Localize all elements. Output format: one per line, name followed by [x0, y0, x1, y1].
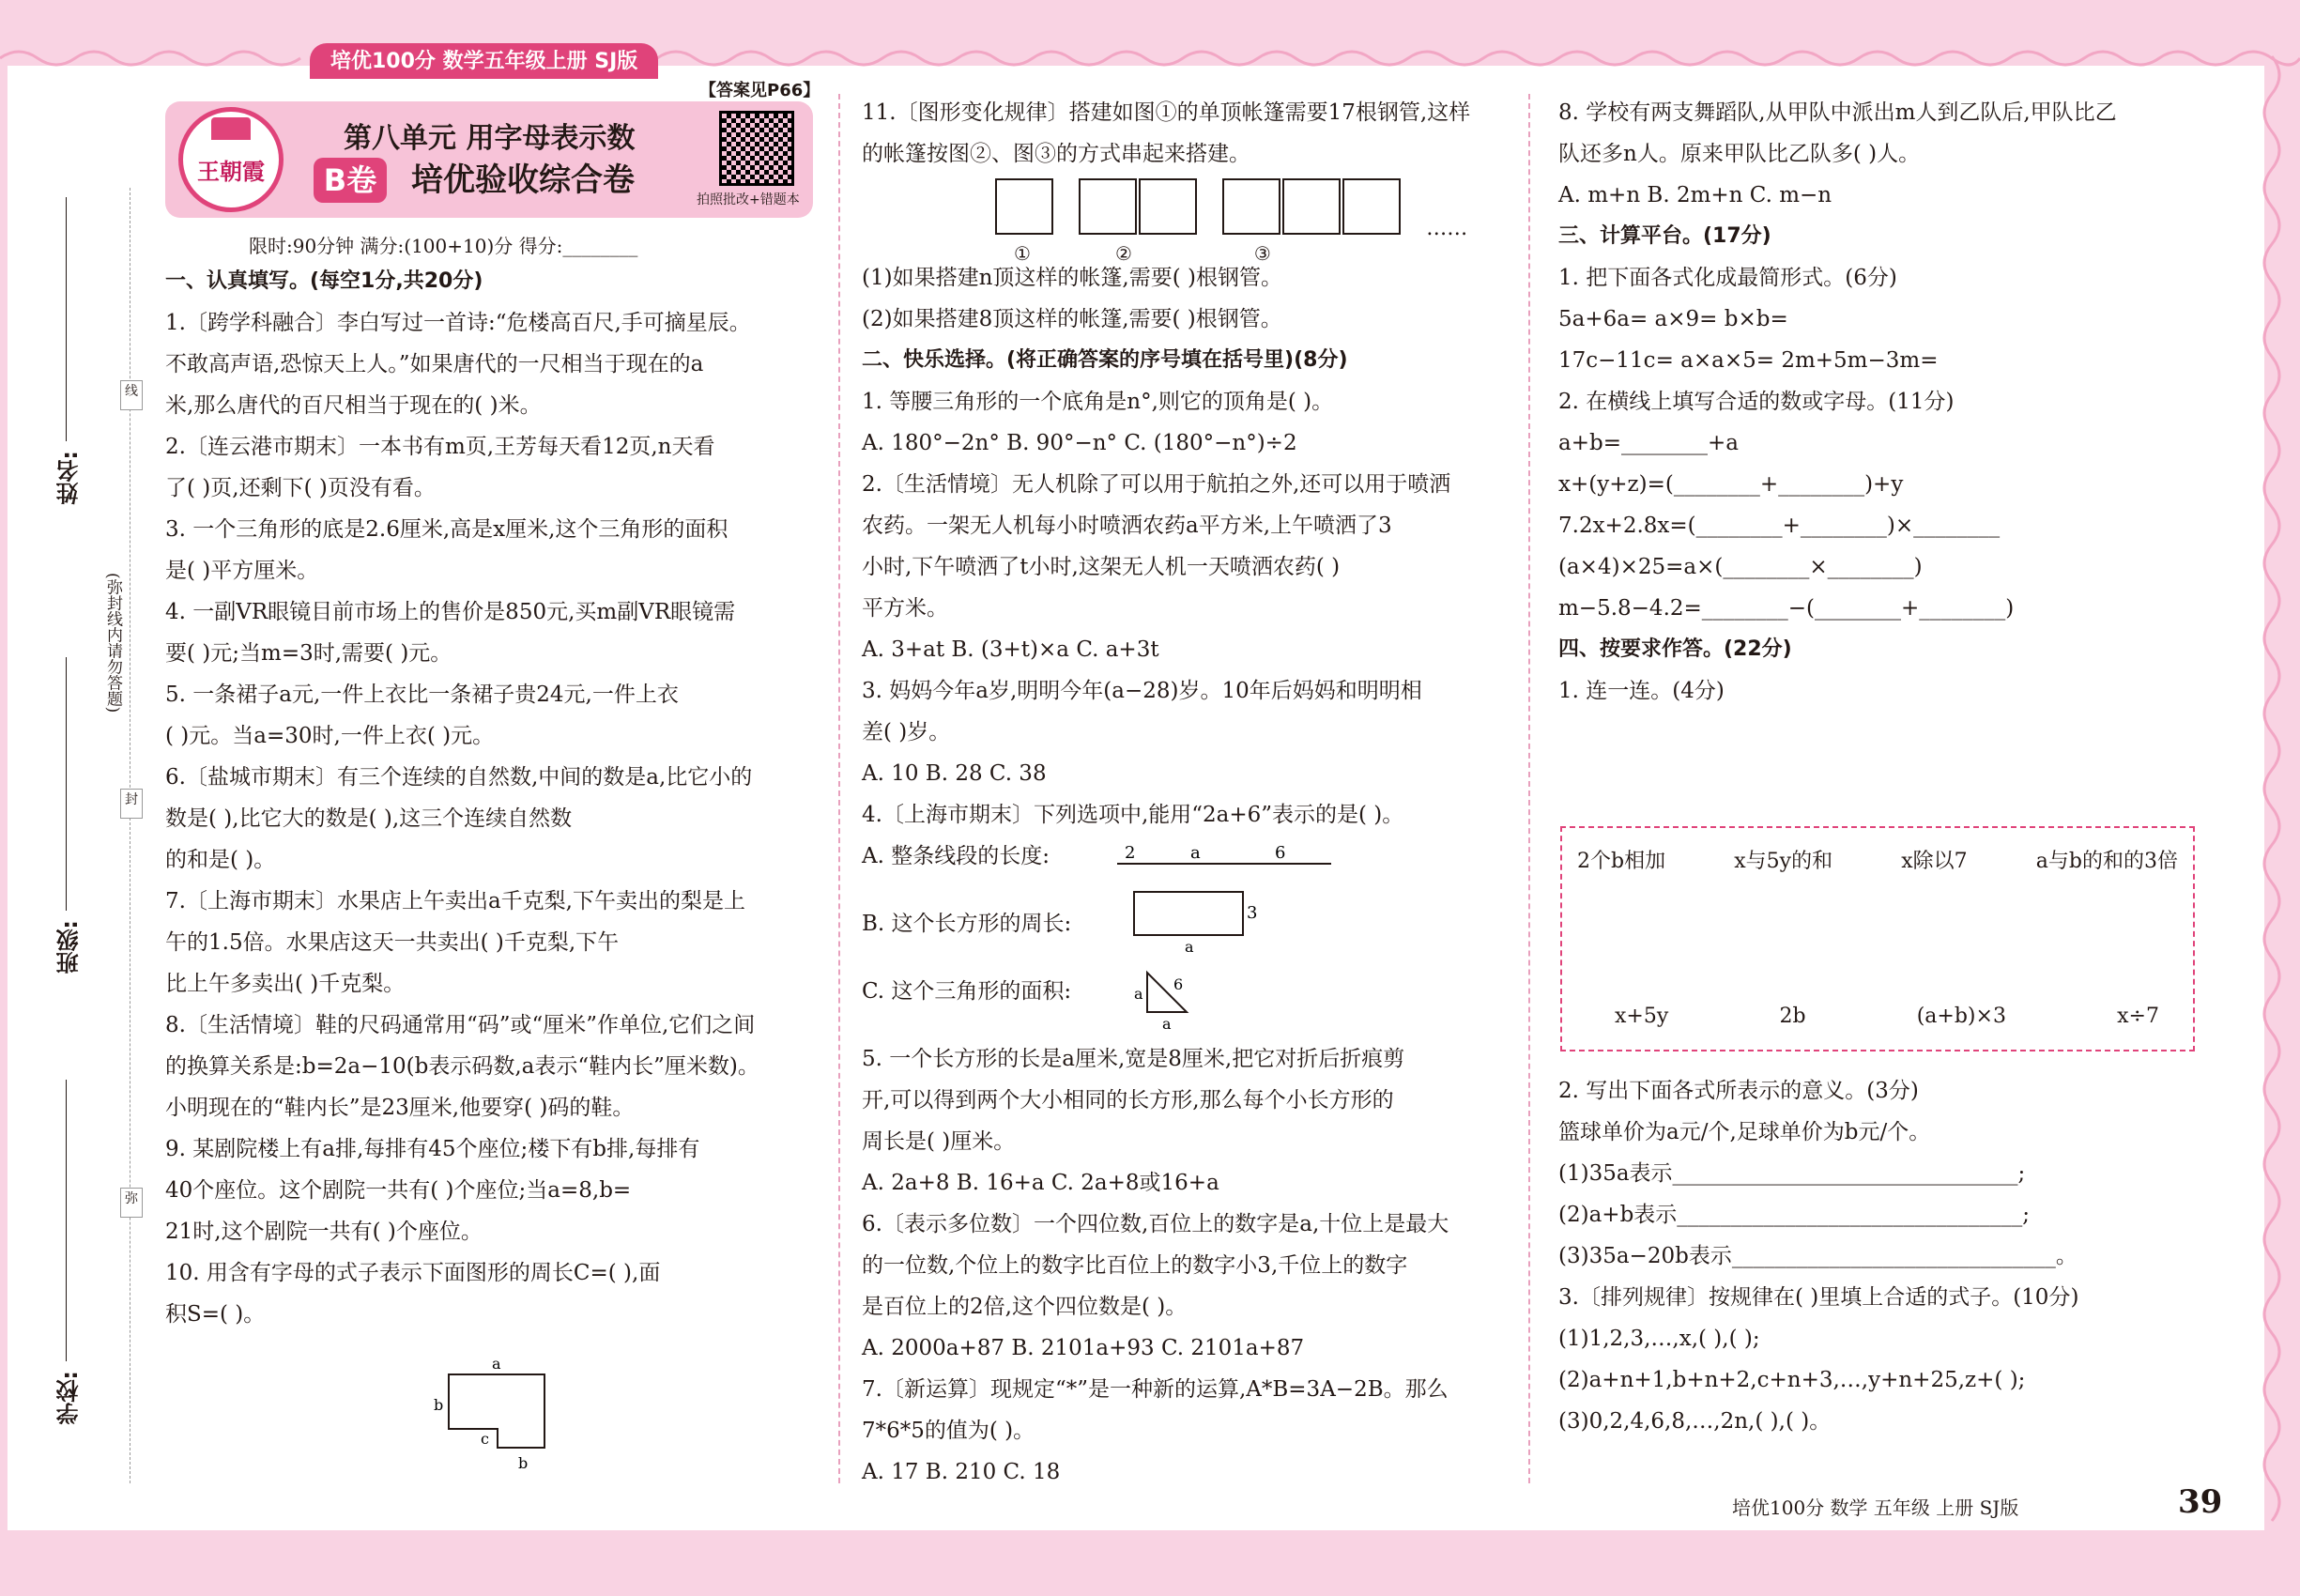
col3-line: x+(y+z)=(________+________)+y: [1558, 472, 1904, 497]
tent-3c-icon: [1342, 178, 1401, 235]
col3-line: 2. 在横线上填写合适的数或字母。(11分): [1558, 390, 1955, 414]
col3-line: 17c−11c= a×a×5= 2m+5m−3m=: [1558, 348, 1939, 373]
col2-line: 开,可以得到两个大小相同的长方形,那么每个小长方形的: [862, 1088, 1394, 1113]
class-label: 班级:: [56, 920, 83, 974]
match-top-3[interactable]: x除以7: [1901, 850, 1968, 873]
match-bottom-1[interactable]: x+5y: [1615, 1005, 1669, 1028]
shape-b-label: b: [434, 1396, 444, 1414]
col2-line: 7.〔新运算〕现规定“*”是一种新的运算,A*B=3A−2B。那么: [862, 1377, 1449, 1402]
col2-line: 11.〔图形变化规律〕搭建如图①的单顶帐篷需要17根钢管,这样: [862, 100, 1471, 125]
col1-line: 比上午多卖出( )千克梨。: [165, 972, 406, 996]
qr-code-icon[interactable]: [719, 111, 794, 186]
col2-line: 平方米。: [862, 596, 948, 621]
school-line: [66, 1080, 67, 1361]
col1-line: 4. 一副VR眼镜目前市场上的售价是850元,买m副VR眼镜需: [165, 600, 736, 624]
col1-line: 数是( ),比它大的数是( ),这三个连续自然数: [165, 806, 573, 831]
col3-line: a+b=________+a: [1558, 431, 1739, 455]
seg-label-2: a: [1190, 843, 1201, 863]
segment-figure: [1115, 843, 1341, 875]
col3b-line: 篮球单价为a元/个,足球单价为b元/个。: [1558, 1120, 1931, 1144]
col3b-line: (3)35a−20b表示______________________________。: [1558, 1244, 2078, 1268]
col2-line: 小时,下午喷洒了t小时,这架无人机一天喷洒农药( ): [862, 555, 1341, 579]
tent-label-2: ②: [1114, 242, 1132, 265]
col2-line: 1. 等腰三角形的一个底角是n°,则它的顶角是( )。: [862, 390, 1334, 414]
rectangle-figure: [1132, 890, 1258, 959]
matching-top-row: [1577, 845, 2178, 874]
col2-line: 周长是( )厘米。: [862, 1129, 1016, 1154]
tent-figures: [995, 178, 1467, 265]
col1-line: 8.〔生活情境〕鞋的尺码通常用“码”或“厘米”作单位,它们之间: [165, 1013, 756, 1037]
tri-bottom-label: a: [1162, 1015, 1172, 1033]
col3-line: 8. 学校有两支舞蹈队,从甲队中派出m人到乙队后,甲队比乙: [1558, 100, 2117, 125]
col3b-line: (2)a+n+1,b+n+2,c+n+3,…,y+n+25,z+( );: [1558, 1368, 2026, 1392]
col1-line: ( )元。当a=30时,一件上衣( )元。: [165, 724, 495, 748]
match-bottom-3[interactable]: (a+b)×3: [1916, 1005, 2006, 1028]
col2-line: 5. 一个长方形的长是a厘米,宽是8厘米,把它对折后折痕剪: [862, 1047, 1405, 1071]
name-label: 姓名:: [56, 451, 83, 505]
seal-mark-mi: 弥: [120, 1188, 143, 1218]
tent-ellipsis: ……: [1426, 217, 1468, 240]
match-top-4[interactable]: a与b的和的3倍: [2035, 850, 2178, 873]
right-wavy-border: [2244, 56, 2300, 1521]
col1-line: 7.〔上海市期末〕水果店上午卖出a千克梨,下午卖出的梨是上: [165, 889, 745, 913]
crown-icon: [211, 117, 251, 140]
col2-line: 3. 妈妈今年a岁,明明今年(a−28)岁。10年后妈妈和明明相: [862, 679, 1422, 703]
footer-info: 培优100分 数学 五年级 上册 SJ版: [1732, 1496, 2019, 1519]
col3-line: m−5.8−4.2=________−(________+________): [1558, 596, 2015, 621]
school-label: 学校:: [56, 1371, 83, 1425]
unit-title: 第八单元 用字母表示数: [344, 122, 636, 155]
book-series-tab: 培优100分 数学五年级上册 SJ版: [310, 43, 658, 79]
col3b-line: (3)0,2,4,6,8,…,2n,( ),( )。: [1558, 1409, 1832, 1434]
match-top-1[interactable]: 2个b相加: [1577, 850, 1666, 873]
col2-line: (1)如果搭建n顶这样的帐篷,需要( )根钢管。: [862, 266, 1282, 290]
col2-line: 的帐篷按图②、图③的方式串起来搭建。: [862, 142, 1250, 166]
col2-line: A. 180°−2n° B. 90°−n° C. (180°−n°)÷2: [862, 431, 1297, 455]
match-bottom-2[interactable]: 2b: [1779, 1005, 1806, 1028]
shape-c-label: c: [481, 1430, 489, 1448]
col1-line: 是( )平方厘米。: [165, 559, 319, 583]
column-divider-1: [838, 94, 840, 1483]
tri-side-label: 6: [1173, 975, 1184, 993]
col2-line: 的一位数,个位上的数字比百位上的数字小3,千位上的数字: [862, 1253, 1408, 1278]
col3-line: 队还多n人。原来甲队比乙队多( )人。: [1558, 142, 1921, 166]
col1-line: 要( )元;当m=3时,需要( )元。: [165, 641, 452, 666]
col1-line: 的换算关系是:b=2a−10(b表示码数,a表示“鞋内长”厘米数)。: [165, 1054, 759, 1079]
col1-line: 10. 用含有字母的式子表示下面图形的周长C=( ),面: [165, 1261, 661, 1285]
col3b-line: (1)1,2,3,…,x,( ),( );: [1558, 1327, 1760, 1351]
col3-line: 1. 连一连。(4分): [1558, 679, 1725, 703]
column-3: [1558, 92, 2216, 712]
tent-2a-icon: [1079, 178, 1137, 235]
col1-line: 5. 一条裙子a元,一件上衣比一条裙子贵24元,一件上衣: [165, 683, 679, 707]
col2-line: (2)如果搭建8顶这样的帐篷,需要( )根钢管。: [862, 307, 1282, 331]
triangle-figure: [1132, 967, 1207, 1036]
col1-line: 21时,这个剧院一共有( )个座位。: [165, 1220, 483, 1244]
shape-b2-label: b: [518, 1454, 529, 1472]
name-line: [66, 197, 67, 441]
col2-line: 7*6*5的值为( )。: [862, 1419, 1035, 1443]
tent-label-1: ①: [1014, 242, 1031, 265]
col2-line: 二、快乐选择。(将正确答案的序号填在括号里)(8分): [862, 348, 1348, 372]
col3b-line: 3.〔排列规律〕按规律在( )里填上合适的式子。(10分): [1558, 1285, 2079, 1310]
tent-1-icon: [995, 178, 1053, 235]
col1-line: 的和是( )。: [165, 848, 276, 872]
col3-line: A. m+n B. 2m+n C. m−n: [1558, 183, 1832, 207]
col1-line: 午的1.5倍。水果店这天一共卖出( )千克梨,下午: [165, 930, 620, 955]
matching-bottom-row: [1615, 1005, 2159, 1028]
col2-line: A. 2000a+87 B. 2101a+93 C. 2101a+87: [862, 1336, 1305, 1360]
col1-line: 不敢高声语,恐惊天上人。”如果唐代的一尺相当于现在的a: [165, 352, 704, 376]
paper-code-badge: B卷: [314, 158, 387, 203]
col2-line: 2.〔生活情境〕无人机除了可以用于航拍之外,还可以用于喷洒: [862, 472, 1451, 497]
tent-3a-icon: [1222, 178, 1280, 235]
answer-reference: 【答案见P66】: [699, 81, 820, 100]
column-2: [862, 92, 1519, 1493]
col1-line: 1.〔跨学科融合〕李白写过一首诗:“危楼高百尺,手可摘星辰。: [165, 311, 751, 335]
col2-line: 差( )岁。: [862, 720, 951, 744]
col3-line: (a×4)×25=a×(________×________): [1558, 555, 1923, 579]
shape-a-label: a: [492, 1355, 501, 1373]
seal-mark-seal: 封: [120, 789, 143, 819]
col1-line: 3. 一个三角形的底是2.6厘米,高是x厘米,这个三角形的面积: [165, 517, 728, 542]
col2-line: 6.〔表示多位数〕一个四位数,百位上的数字是a,十位上是最大: [862, 1212, 1449, 1236]
col2-line: 是百位上的2倍,这个四位数是( )。: [862, 1295, 1188, 1319]
page-number: 39: [2178, 1483, 2223, 1521]
matching-box: [1560, 826, 2195, 1051]
tent-label-3: ③: [1253, 242, 1271, 265]
column-1: [165, 261, 822, 1335]
rect-bottom-label: a: [1185, 938, 1194, 956]
col1-line: 积S=( )。: [165, 1302, 266, 1327]
rect-side-label: 3: [1247, 903, 1258, 923]
col2-line: A. 17 B. 210 C. 18: [862, 1460, 1061, 1484]
col3b-line: (2)a+b表示________________________________;: [1558, 1203, 2031, 1227]
col3b-line: 2. 写出下面各式所表示的意义。(3分): [1558, 1079, 1919, 1103]
time-score-line: 限时:90分钟 满分:(100+10)分 得分:________: [249, 235, 638, 257]
col1-line: 2.〔连云港市期末〕一本书有m页,王芳每天看12页,n天看: [165, 435, 715, 459]
col2-line: A. 3+at B. (3+t)×a C. a+3t: [862, 637, 1159, 662]
qr-label: 拍照批改+错题本: [697, 192, 800, 207]
col1-line: 了( )页,还剩下( )页没有看。: [165, 476, 436, 500]
class-line: [66, 657, 67, 911]
match-top-2[interactable]: x与5y的和: [1734, 850, 1833, 873]
col3-line: 四、按要求作答。(22分): [1558, 637, 1792, 661]
tent-2b-icon: [1139, 178, 1197, 235]
binding-margin: [45, 188, 122, 1483]
col2-line: A. 10 B. 28 C. 38: [862, 761, 1047, 786]
col3-line: 1. 把下面各式化成最简形式。(6分): [1558, 266, 1897, 290]
l-shape-figure: [432, 1354, 563, 1480]
col3-line: 5a+6a= a×9= b×b=: [1558, 307, 1788, 331]
col1-line: 一、认真填写。(每空1分,共20分): [165, 269, 483, 293]
col2-line: A. 整条线段的长度:: [862, 844, 1050, 868]
tri-left-label: a: [1134, 985, 1143, 1003]
paper-title: 培优验收综合卷: [411, 161, 635, 199]
col1-line: 小明现在的“鞋内长”是23厘米,他要穿( )码的鞋。: [165, 1096, 635, 1120]
tent-3b-icon: [1282, 178, 1341, 235]
column-divider-2: [1528, 94, 1530, 1483]
col2-line: 农药。一架无人机每小时喷洒农药a平方米,上午喷洒了3: [862, 514, 1392, 538]
match-bottom-4[interactable]: x÷7: [2117, 1005, 2159, 1028]
col3-line: 7.2x+2.8x=(________+________)×________: [1558, 514, 2001, 538]
column-3-lower: [1558, 1070, 2234, 1442]
col1-line: 6.〔盐城市期末〕有三个连续的自然数,中间的数是a,比它小的: [165, 765, 753, 790]
col2-line: C. 这个三角形的面积:: [862, 979, 1072, 1004]
col3-line: 三、计算平台。(17分): [1558, 224, 1771, 248]
seg-label-1: 2: [1125, 843, 1136, 863]
seal-mark-line: 线: [120, 380, 143, 410]
seal-note: (弥封线内请勿答题): [103, 573, 122, 714]
col2-line: B. 这个长方形的周长:: [862, 912, 1072, 936]
col1-line: 9. 某剧院楼上有a排,每排有45个座位;楼下有b排,每排有: [165, 1137, 700, 1161]
seg-label-3: 6: [1275, 843, 1286, 863]
title-banner: [165, 101, 813, 218]
col2-line: A. 2a+8 B. 16+a C. 2a+8或16+a: [862, 1171, 1219, 1195]
col3b-line: (1)35a表示________________________________;: [1558, 1161, 2026, 1186]
col1-line: 米,那么唐代的百尺相当于现在的( )米。: [165, 393, 542, 418]
col2-line: 4.〔上海市期末〕下列选项中,能用“2a+6”表示的是( )。: [862, 803, 1404, 827]
brand-logo: 王朝霞: [178, 107, 284, 212]
col1-line: 40个座位。这个剧院一共有( )个座位;当a=8,b=: [165, 1178, 632, 1203]
